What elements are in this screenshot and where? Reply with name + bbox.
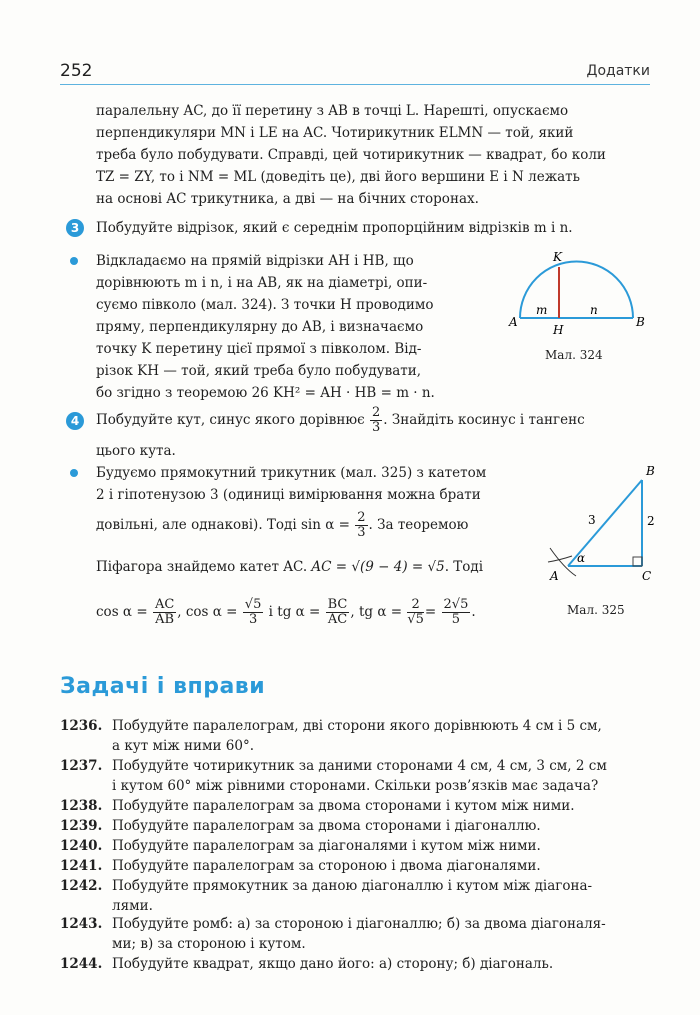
solution-bullet (70, 469, 78, 477)
solution-line: Відкладаємо на прямій відрізки AH і HB, що (96, 253, 414, 269)
text: довільні, але однакові). Тоді (96, 517, 297, 533)
solution-line: точку K перетину цієї прямої з півколом. Від- (96, 341, 422, 357)
label-leg: 2 (647, 514, 655, 528)
exercise-text: Побудуйте паралелограм за двома сторонами і діагоналлю. (112, 818, 541, 834)
exercise-item (60, 856, 650, 876)
exercise-item (60, 796, 650, 816)
label-b: B (646, 464, 655, 478)
exercise-item (60, 716, 650, 756)
cos-label: cos α = (96, 604, 148, 620)
fraction-denominator: 3 (248, 612, 258, 627)
intro-line: перпендикуляри MN і LE на AC. Чотирикутник ELMN — той, який (96, 125, 574, 141)
label-b: B (636, 315, 645, 329)
fraction-numerator: AC (154, 597, 175, 612)
exercise-text: а кут між ними 60°. (112, 738, 255, 754)
exercise-text: Побудуйте паралелограм за двома сторонами і кутом між ними. (112, 798, 575, 814)
exercise-item (60, 954, 650, 974)
label-hypotenuse: 3 (588, 513, 596, 527)
solution-line: різок KH — той, який треба було побудувати, (96, 363, 422, 379)
exercise-number: 1243. (60, 916, 103, 932)
statement-text: . Знайдіть косинус і тангенс (383, 412, 585, 428)
fraction-numerator: √5 (244, 597, 262, 612)
page-number: 252 (60, 61, 93, 81)
fraction-denominator: √5 (407, 612, 424, 627)
right-triangle-figure (530, 460, 660, 590)
fraction-denominator: 3 (357, 525, 366, 540)
text: Піфагора знайдемо катет AC. (96, 559, 308, 575)
tg-label: , tg α = (350, 604, 403, 620)
task4-statement (96, 400, 585, 440)
figure-caption: Мал. 324 (545, 348, 603, 362)
right-angle-mark (633, 557, 642, 566)
exercise-text: і кутом 60° між рівними сторонами. Скільки розв’язків має задача? (112, 778, 599, 794)
label-n: n (590, 303, 598, 317)
label-m: m (536, 303, 548, 317)
exercise-text: Побудуйте чотирикутник за даними сторонами 4 см, 4 см, 3 см, 2 см (112, 758, 607, 774)
statement-text: Побудуйте кут, синус якого дорівнює (96, 412, 365, 428)
label-h: H (553, 323, 564, 337)
label-c: C (642, 569, 652, 583)
intro-line: на основі AC трикутника, а дві — на бічних сторонах. (96, 191, 479, 207)
intro-line: паралельну AC, до її перетину з AB в точці L. Нарешті, опускаємо (96, 103, 569, 119)
task3-statement: Побудуйте відрізок, який є середнім пропорційним відрізків m і n. (96, 220, 573, 236)
fraction (243, 598, 264, 627)
solution-bullet (70, 257, 78, 265)
task4-statement-line2: цього кута. (96, 443, 176, 459)
exercise-item (60, 816, 650, 836)
solution-line: пряму, перпендикулярну до AB, і визначаємо (96, 319, 424, 335)
exercise-text: Побудуйте паралелограм, дві сторони якого дорівнюють 4 см і 5 см, (112, 718, 602, 734)
fraction-denominator: AB (155, 612, 175, 627)
fraction-numerator: 2 (371, 405, 381, 420)
exercise-text: лями. (112, 898, 153, 914)
intro-line: TZ = ZY, то і NM = ML (доведіть це), дві його вершини E і N лежать (96, 169, 580, 185)
fraction (370, 406, 382, 435)
exercise-text: ми; в) за стороною і кутом. (112, 936, 306, 952)
fraction-numerator: 2 (357, 510, 366, 525)
solution-line: Будуємо прямокутний трикутник (мал. 325) з катетом (96, 465, 487, 481)
exercise-number: 1242. (60, 878, 103, 894)
solution-line (96, 508, 468, 542)
exercise-number: 1239. (60, 818, 103, 834)
exercise-text: Побудуйте ромб: а) за стороною і діагоналлю; б) за двома діагоналя- (112, 916, 606, 932)
label-k: K (553, 250, 562, 264)
fraction-numerator: 2√5 (443, 597, 469, 612)
label-a: A (550, 569, 559, 583)
sin-label: sin α = (300, 517, 350, 533)
exercise-text: Побудуйте квадрат, якщо дано його: а) сторону; б) діагональ. (112, 956, 554, 972)
fraction-numerator: 2 (407, 598, 424, 613)
formula: AC = √(9 − 4) = √5 (311, 559, 445, 575)
exercise-item (60, 914, 650, 954)
figure-caption: Мал. 325 (567, 603, 625, 617)
running-header: Додатки (586, 63, 650, 79)
solution-line (96, 556, 483, 578)
fraction-denominator: AC (327, 612, 348, 627)
exercise-text: Побудуйте паралелограм за діагоналями і кутом між ними. (112, 838, 541, 854)
solution-line: суємо півколо (мал. 324). З точки H проводимо (96, 297, 434, 313)
fraction (407, 598, 424, 627)
exercise-item (60, 836, 650, 856)
fraction (153, 598, 176, 627)
text: . За теоремою (368, 517, 469, 533)
cos-label: , cos α = (177, 604, 238, 620)
fraction (355, 511, 367, 540)
task-number-badge: 4 (66, 412, 84, 430)
fraction (442, 598, 471, 627)
exercise-text: Побудуйте паралелограм за стороною і двома діагоналями. (112, 858, 541, 874)
fraction-numerator: BC (327, 597, 348, 612)
intro-line: треба було побудувати. Справді, цей чотирикутник — квадрат, бо коли (96, 147, 606, 163)
solution-line: бо згідно з теоремою 26 KH² = AH · HB = m · n. (96, 385, 435, 401)
exercise-number: 1237. (60, 758, 103, 774)
solution-line: дорівнюють m і n, і на AB, як на діаметрі, опи- (96, 275, 428, 291)
tg-label: і tg α = (268, 604, 321, 620)
semicircle-figure (505, 248, 655, 343)
exercise-number: 1238. (60, 798, 103, 814)
trig-formulas: cos α = $\frac{AC}{AB}$ , cos α = $\frac{√5}{3}$ і tg α = $\frac{BC}{AC}$ , tg α = $\frac{2}{√5}$ = $\frac{2√5}{5}$ . (96, 597, 476, 627)
label-alpha: α (577, 551, 586, 565)
exercise-number: 1241. (60, 858, 103, 874)
label-a: A (509, 315, 518, 329)
text: . Тоді (444, 559, 484, 575)
fraction-denominator: 3 (371, 420, 381, 435)
exercise-text: Побудуйте прямокутник за даною діагоналлю і кутом між діагона- (112, 878, 593, 894)
exercise-item (60, 876, 650, 916)
fraction (326, 598, 350, 627)
exercise-number: 1236. (60, 718, 103, 734)
header-rule (60, 84, 650, 85)
solution-line: 2 і гіпотенузою 3 (одиниці вимірювання можна брати (96, 487, 481, 503)
exercise-number: 1244. (60, 956, 103, 972)
exercise-number: 1240. (60, 838, 103, 854)
section-title: Задачі і вправи (60, 674, 266, 699)
exercise-item (60, 756, 650, 796)
fraction-denominator: 5 (451, 612, 461, 627)
task-number-badge: 3 (66, 219, 84, 237)
